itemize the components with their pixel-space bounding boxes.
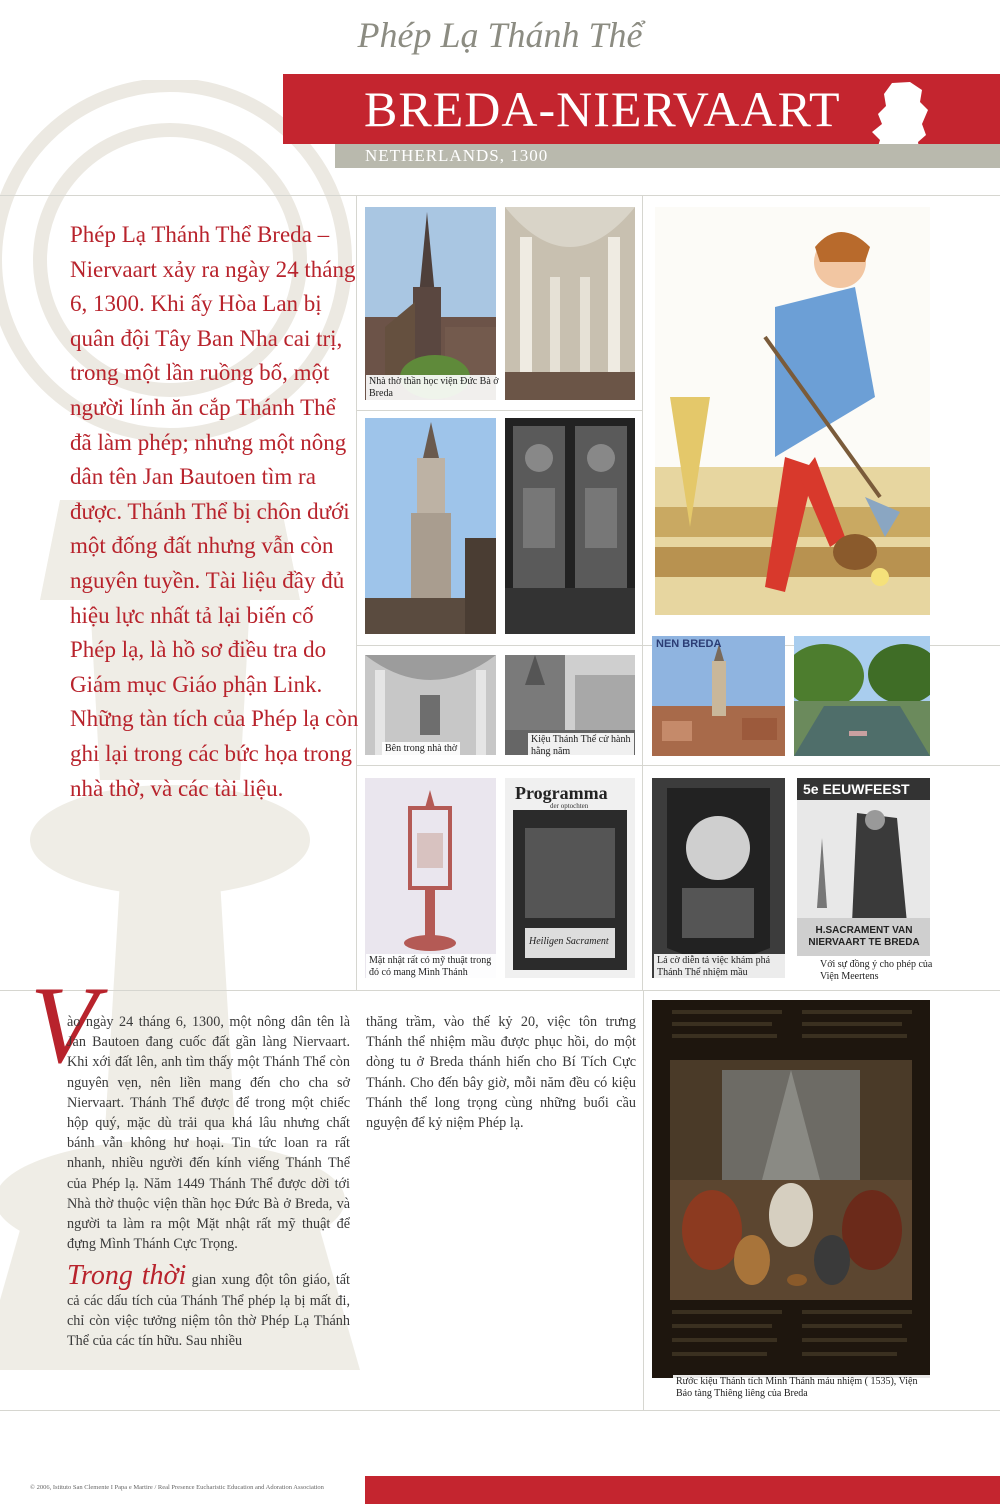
interior-caption: Bên trong nhà thờ xyxy=(382,742,460,756)
nave-photo xyxy=(505,207,635,400)
series-title: Phép Lạ Thánh Thể xyxy=(357,15,643,55)
page-title: BREDA-NIERVAART xyxy=(364,81,841,137)
monstrance-caption: Mặt nhật rất có mỹ thuật trong đó có mang Mình Thánh xyxy=(366,954,500,980)
program-subtitle: der optochten xyxy=(550,802,589,810)
church-photo xyxy=(365,207,496,400)
banner-photo xyxy=(652,778,785,978)
postcard-label: NEN BREDA xyxy=(656,638,722,650)
divider xyxy=(0,990,1000,991)
program-bottom-text: Heiligen Sacrament xyxy=(529,936,609,947)
story-column-2: thăng trầm, vào thế kỷ 20, việc tôn trưng Thánh thể nhiệm mầu được phục hồi, do một dòng tu ở Breda thánh hiến cho Bí Tích Cực Thánh. Cho đến bây giờ, mỗi năm đều có kiệu Thánh thể long trọng cùng những buổi cầu nguyện để kỷ niệm Phép lạ. xyxy=(366,1014,636,1132)
stained-glass-photo xyxy=(505,418,635,634)
procession-caption: Kiệu Thánh Thể cử hành hằng năm xyxy=(528,733,634,759)
story-paragraph-2: gian xung đột tôn giáo, tất cả các dấu tích của Thánh Thể phép lạ bị mất đi, chỉ còn việc tưởng niệm tôn thờ Phép Lạ Thánh Thể của các tín hữu. Sau nhiều xyxy=(67,1272,350,1350)
program-title: Programma xyxy=(515,783,608,803)
monstrance-photo xyxy=(365,778,496,978)
breda-postcard-photo xyxy=(652,636,785,756)
story-column-1 xyxy=(67,1012,350,1351)
poster-top-text: 5e EEUWFEEST xyxy=(803,781,910,797)
divider xyxy=(642,195,643,990)
canal-photo xyxy=(794,636,930,756)
intro-text: Phép Lạ Thánh Thể Breda – Niervaart xảy ra ngày 24 tháng 6, 1300. Khi ấy Hòa Lan bị quân đội Tây Ban Nha cai trị, trong một lần ruồng bố, một người lính ăn cắp Thánh Thể đã làm phép; nhưng một nông dân tên Jan Bautoen tìm ra được. Thánh Thể bị chôn dưới một đống đất nhưng vẫn còn nguyên tuyền. Tài liệu đầy đủ hiệu lực nhất tả lại biến cố Phép lạ, là hồ sơ điều tra do Giám mục Giáo phận Link. Những tàn tích của Phép lạ còn ghi lại trong các bức họa trong nhà thờ, và các tài liệu. xyxy=(70,222,359,801)
church-caption: Nhà thờ thần học viện Đức Bà ở Breda xyxy=(366,375,502,401)
copyright-text: © 2006, Istituto San Clemente I Papa e Martire / Real Presence Eucharistic Education and Adoration Association xyxy=(30,1484,324,1491)
footer-band xyxy=(365,1476,1000,1504)
divider xyxy=(356,765,1000,766)
story-lead-in: Trong thời xyxy=(67,1260,187,1292)
page-subtitle: NETHERLANDS, 1300 xyxy=(365,146,549,165)
drop-cap: V xyxy=(30,964,98,1086)
divider xyxy=(0,195,1000,196)
divider xyxy=(356,410,642,411)
program-booklet-photo xyxy=(505,778,635,978)
tower-photo xyxy=(365,418,496,634)
painting-caption: Rước kiệu Thánh tích Minh Thánh máu nhiệm ( 1535), Viện Bảo tàng Thiêng liêng của Breda xyxy=(673,1375,939,1401)
farmer-illustration xyxy=(655,207,930,615)
permission-caption: Với sự đồng ý cho phép của Viện Meertens xyxy=(817,958,941,984)
jubilee-poster-photo xyxy=(797,778,930,956)
divider xyxy=(643,990,644,1410)
story-paragraph-1: ào ngày 24 tháng 6, 1300, một nông dân tên là Jan Bautoen đang cuốc đất gần làng Niervaart. Khi xới đất lên, anh tìm thấy một Thánh Thể còn nguyên vẹn, nên liền mang đến cho cha sở Niervaart. Thánh Thể được để trong một chiếc hộp quý, mặc dù trải qua khá lâu nhưng chất bánh vẫn không hư hoại. Tin tức loan ra rất nhanh, nhiều người đến kính viếng Thánh Thể của Phép lạ. Năm 1449 Thánh Thể được dời tới Nhà thờ thuộc viện thần học Đức Bà ở Breda, và người ta làm ra một Mặt nhật rất mỹ thuật để đựng Mình Thánh Cực Trọng. xyxy=(67,1014,350,1253)
procession-painting xyxy=(652,1000,930,1378)
divider xyxy=(0,1410,1000,1411)
title-band-slant xyxy=(283,74,343,144)
banner-caption: Lá cờ diễn tả việc khám phá Thánh Thể nhiệm mầu xyxy=(654,954,785,980)
poster-bottom-text: H.SACRAMENT VAN NIERVAART TE BREDA xyxy=(808,925,920,948)
interior-photo xyxy=(365,655,496,755)
